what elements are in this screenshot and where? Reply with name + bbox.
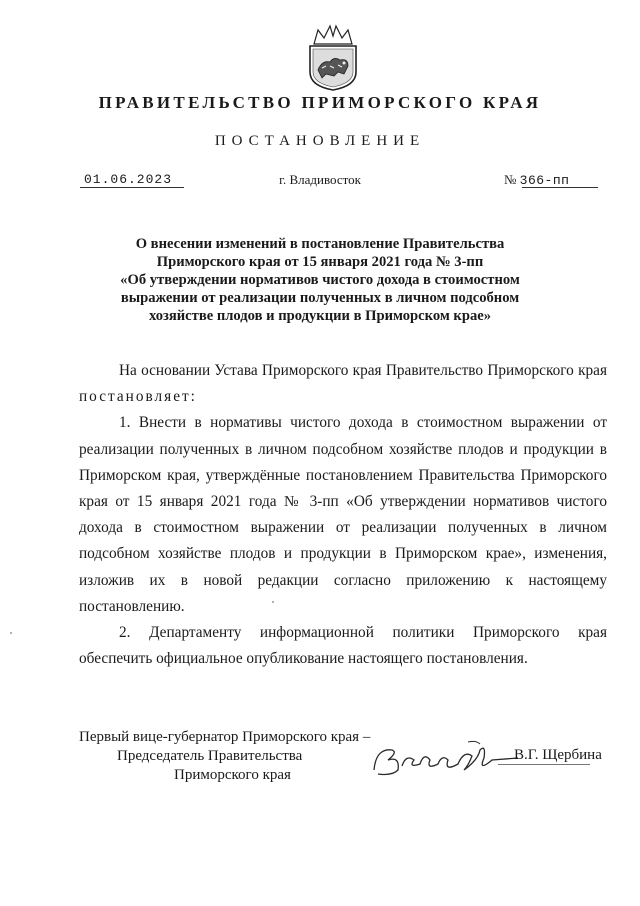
subject-line: Приморского края от 15 января 2021 года № 3-пп <box>156 254 484 270</box>
document-body <box>79 358 607 672</box>
handwritten-signature-icon <box>368 730 528 790</box>
document-city: г. Владивосток <box>279 172 361 187</box>
position-line: Первый вице-губернатор Приморского края – <box>79 729 371 745</box>
number-prefix: № <box>504 172 517 187</box>
number-underline <box>522 187 598 188</box>
preamble-text: На основании Устава Приморского края Правительство Приморского края <box>119 362 607 379</box>
document-subject <box>90 235 550 325</box>
signature-underline <box>498 764 590 765</box>
subject-line: «Об утверждении нормативов чистого дохода в стоимостном <box>120 272 520 288</box>
position-line: Председатель Правительства <box>117 748 303 764</box>
subject-line: выражении от реализации полученных в личном подсобном <box>120 290 520 306</box>
scan-speck <box>10 632 12 634</box>
signatory-name <box>514 747 602 764</box>
item-1-paragraph: 1. Внести в нормативы чистого дохода в стоимостном выражении от реализации полученных в личном подсобном хозяйстве плодов и продукции в Приморском края, утверждённые постановлением Правительства Приморского края от 15 января 2021 года № 3-пп «Об утверждении нормативов чистого дохода в стоимостном выражении от реализации полученных в личном подсобном хозяйстве плодов и продукции в Приморском крае», изменения, изложив их в новой редакции согласно приложению к настоящему постановлению. <box>79 414 607 615</box>
number-value: 366-пп <box>519 173 570 188</box>
government-title: ПРАВИТЕЛЬСТВО ПРИМОРСКОГО КРАЯ <box>98 93 542 112</box>
subject-line: О внесении изменений в постановление Правительства <box>135 236 505 252</box>
position-line: Приморского края <box>174 767 291 783</box>
document-date-value: 01.06.2023 <box>84 172 173 187</box>
item-2-paragraph: 2. Департаменту информационной политики Приморского края обеспечить официальное опубликование настоящего постановления. <box>79 624 607 668</box>
signatory-name-text: В.Г. Щербина <box>514 747 602 763</box>
subject-line: хозяйстве плодов и продукции в Приморском крае» <box>148 308 492 324</box>
signatory-position <box>79 728 370 785</box>
preamble-paragraph <box>79 358 607 410</box>
scan-speck <box>272 601 274 603</box>
document-type: ПОСТАНОВЛЕНИЕ <box>214 133 426 149</box>
document-number <box>504 172 569 188</box>
preamble-action: постановляет: <box>79 388 197 406</box>
coat-of-arms-icon <box>304 22 362 92</box>
